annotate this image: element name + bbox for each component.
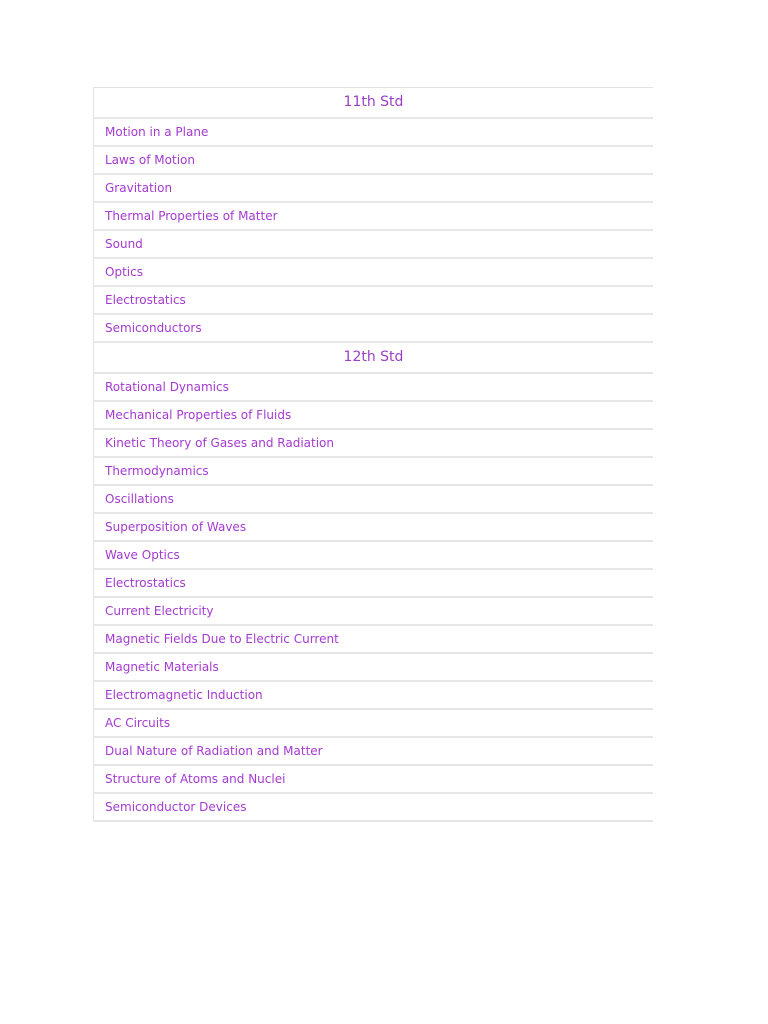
chapter-link[interactable]: Dual Nature of Radiation and Matter — [94, 738, 653, 766]
chapter-link[interactable]: Current Electricity — [94, 598, 653, 626]
chapter-link[interactable]: Electrostatics — [94, 570, 653, 598]
section-header-12th: 12th Std — [94, 343, 653, 374]
chapter-link[interactable]: Electromagnetic Induction — [94, 682, 653, 710]
chapter-link[interactable]: Gravitation — [94, 175, 653, 203]
chapter-link[interactable]: Magnetic Materials — [94, 654, 653, 682]
chapter-link[interactable]: Magnetic Fields Due to Electric Current — [94, 626, 653, 654]
chapter-link[interactable]: Laws of Motion — [94, 147, 653, 175]
chapter-link[interactable]: Thermal Properties of Matter — [94, 203, 653, 231]
chapter-link[interactable]: Structure of Atoms and Nuclei — [94, 766, 653, 794]
chapter-link[interactable]: Thermodynamics — [94, 458, 653, 486]
section-header-11th: 11th Std — [94, 88, 653, 119]
chapter-link[interactable]: Motion in a Plane — [94, 119, 653, 147]
chapter-link[interactable]: Wave Optics — [94, 542, 653, 570]
chapter-link[interactable]: Electrostatics — [94, 287, 653, 315]
chapter-link[interactable]: Optics — [94, 259, 653, 287]
chapter-link[interactable]: Oscillations — [94, 486, 653, 514]
chapter-link[interactable]: Rotational Dynamics — [94, 374, 653, 402]
chapter-link[interactable]: Semiconductor Devices — [94, 794, 653, 822]
chapter-table — [93, 87, 653, 822]
chapter-link[interactable]: AC Circuits — [94, 710, 653, 738]
chapter-link[interactable]: Semiconductors — [94, 315, 653, 343]
chapter-link[interactable]: Mechanical Properties of Fluids — [94, 402, 653, 430]
chapter-link[interactable]: Kinetic Theory of Gases and Radiation — [94, 430, 653, 458]
chapter-link[interactable]: Sound — [94, 231, 653, 259]
chapter-link[interactable]: Superposition of Waves — [94, 514, 653, 542]
